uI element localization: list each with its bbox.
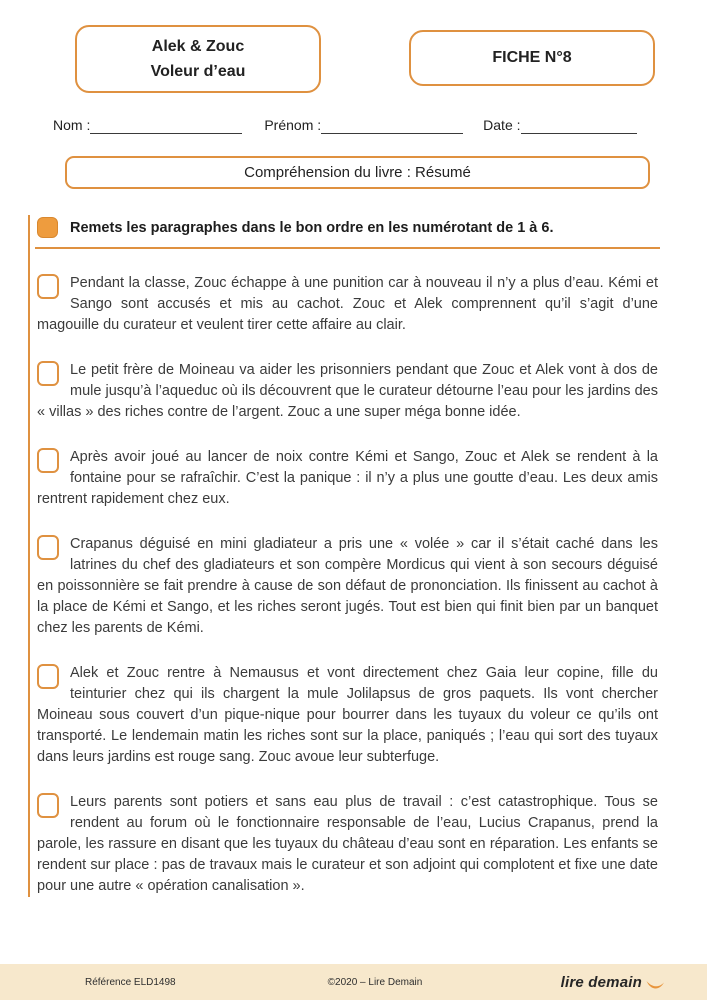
answer-box-3[interactable] [37, 448, 59, 473]
prenom-label: Prénom : [264, 117, 322, 133]
fiche-number-box [409, 30, 655, 86]
paragraph-block-5 [35, 663, 660, 768]
answer-box-2[interactable] [37, 361, 59, 386]
exercise-area [28, 215, 660, 897]
paragraph-text-6: Leurs parents sont potiers et sans eau plus de travail : c’est catastrophique. Tous se rendent au forum où le fonctionnaire responsable de l’eau, Lucius Crapanus, prend la parole, les rassure en disant que les tuyaux du château d’eau sont en réparation. Les enfants se rendent sur place : pas de travaux mais le curateur et son adjoint qui complotent et fixe une date pour une autre « opération canalisation ». [37, 794, 658, 894]
paragraph-text-1: Pendant la classe, Zouc échappe à une punition car à nouveau il n’y a plus d’eau. Kémi et Sango sont accusés et mis au cachot. Zouc et Alek comprennent qu’il s’agit d’une magouille du curateur et veulent tirer cette affaire au clair. [37, 275, 658, 333]
nom-blank[interactable] [90, 117, 242, 134]
fiche-number-label: FICHE N°8 [492, 49, 572, 66]
answer-box-1[interactable] [37, 274, 59, 299]
paragraph-text-3: Après avoir joué au lancer de noix contre Kémi et Sango, Zouc et Alek se rendent à la fontaine pour se rafraîchir. C’est la panique : il n’y a plus une goutte d’eau. Les deux amis rentrent rapidement chez eux. [37, 449, 658, 507]
prenom-blank[interactable] [321, 117, 463, 134]
answer-box-5[interactable] [37, 664, 59, 689]
paragraph-block-4 [35, 534, 660, 639]
header-row [0, 0, 707, 93]
book-title-line2: Voleur d’eau [150, 62, 246, 80]
date-label: Date : [483, 117, 521, 133]
brand-logo-text: lire demain [560, 973, 642, 991]
brand-swoosh-icon [645, 978, 665, 992]
footer-copyright: ©2020 – Lire Demain [327, 976, 423, 988]
paragraph-text-5: Alek et Zouc rentre à Nemausus et vont directement chez Gaia leur copine, fille du teinturier chez qui ils chargent la mule Jolilapsus de gros paquets. Ils vont chercher Moineau sous couvert d’un pique-nique pour bourrer dans les tuyaux du voleur ce qu’ils ont transporté. Le lendemain matin les riches sont sur la place, paniqués ; l’eau qui sort des tuyaux dans leurs jardins est rouge sang. Zouc avoue leur subterfuge. [37, 665, 658, 765]
date-blank[interactable] [521, 117, 637, 134]
paragraph-block-2 [35, 360, 660, 423]
brand-logo [472, 974, 707, 991]
paragraph-text-4: Crapanus déguisé en mini gladiateur a pris une « volée » car il s’était caché dans les latrines du chef des gladiateurs et son compère Mordicus qui vient à son secours déguisé en poissonnière se fait prendre à cause de son défaut de prononciation. Ils finissent au cachot à la place de Kémi et Sango, et les riches seront jugés. Tout est bien qui finit bien par un banquet chez les parents de Kémi. [37, 536, 658, 636]
identity-row [53, 117, 662, 134]
answer-box-4[interactable] [37, 535, 59, 560]
answer-box-6[interactable] [37, 793, 59, 818]
paragraph-block-6 [35, 792, 660, 897]
paragraph-block-1 [35, 273, 660, 336]
book-title-line1: Alek & Zouc [151, 37, 245, 55]
book-title-box [75, 25, 321, 93]
paragraph-text-2: Le petit frère de Moineau va aider les prisonniers pendant que Zouc et Alek vont à dos de mule jusqu’à l’aqueduc où ils découvrent que le curateur détourne l’eau pour les jardins des « villas » des riches contre de l’argent. Zouc a une super méga bonne idée. [37, 362, 658, 420]
instruction-text: Remets les paragraphes dans le bon ordre en les numérotant de 1 à 6. [70, 219, 554, 236]
instruction-row [35, 215, 660, 249]
paragraph-block-3 [35, 447, 660, 510]
section-title-box [65, 156, 650, 189]
footer-bar [0, 964, 707, 1000]
instruction-bullet-icon [37, 217, 58, 238]
nom-label: Nom : [53, 117, 91, 133]
footer-reference: Référence ELD1498 [85, 976, 176, 988]
section-title: Compréhension du livre : Résumé [244, 164, 471, 181]
